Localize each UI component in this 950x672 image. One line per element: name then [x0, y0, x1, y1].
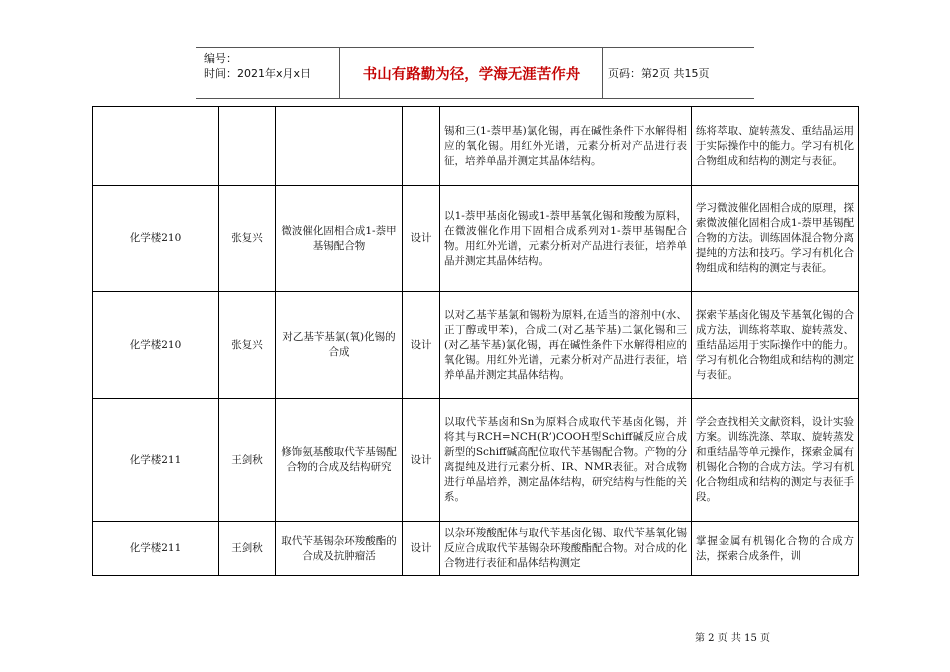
cell-description: 以1-萘甲基卤化锡或1-萘甲基氧化锡和羧酸为原料，在微波催化作用下固相合成系列对1-萘甲基锡配合物。用红外光谱，元素分析对产品进行表征，培养单晶并测定其晶体结构。	[440, 186, 692, 292]
cell-type: 设计	[403, 522, 440, 576]
header-motto: 书山有路勤为径，学海无涯苦作舟	[362, 66, 581, 83]
table-row	[93, 292, 859, 399]
cell-teacher	[219, 107, 276, 186]
table-row	[93, 107, 859, 186]
cell-description: 锡和三(1-萘甲基)氯化锡，再在碱性条件下水解得相应的氧化锡。用红外光谱，元素分析对产品进行表征，培养单晶并测定其晶体结构。	[440, 107, 692, 186]
header-divider	[602, 48, 603, 98]
cell-teacher: 张复兴	[219, 186, 276, 292]
cell-description: 以杂环羧酸配体与取代苄基卤化锡、取代苄基氧化锡反应合成取代苄基锡杂环羧酸酯配合物。对合成的化合物进行表征和晶体结构测定	[440, 522, 692, 576]
table-row	[93, 522, 859, 576]
cell-type: 设计	[403, 292, 440, 399]
page-number-label: 页码：第2页 共15页	[608, 67, 710, 80]
cell-type: 设计	[403, 399, 440, 522]
cell-objective: 掌握金属有机锡化合物的合成方法，探索合成条件，训	[692, 522, 859, 576]
cell-title: 微波催化固相合成1-萘甲基锡配合物	[276, 186, 403, 292]
cell-title	[276, 107, 403, 186]
cell-objective: 学会查找相关文献资料，设计实验方案。训练洗涤、萃取、旋转蒸发和重结晶等单元操作，探索金属有机锡化合物的合成方法。学习有机化合物组成和结构的测定与表征手段。	[692, 399, 859, 522]
experiment-table	[92, 106, 859, 576]
cell-title: 取代苄基锡杂环羧酸酯的合成及抗肿瘤活	[276, 522, 403, 576]
cell-description: 以对乙基苄基氯和锡粉为原料,在适当的溶剂中(水、正丁醇或甲苯)，合成二(对乙基苄基)二氯化锡和三(对乙基苄基)氯化锡，再在碱性条件下水解得相应的氧化锡。用红外光谱，元素分析对产品进行表征，培养单晶并测定其晶体结构。	[440, 292, 692, 399]
cell-location	[93, 107, 219, 186]
page-header	[196, 47, 754, 99]
header-meta	[204, 51, 339, 81]
cell-teacher: 王剑秋	[219, 522, 276, 576]
cell-teacher: 王剑秋	[219, 399, 276, 522]
page-footer: 第 2 页 共 15 页	[695, 633, 770, 644]
cell-objective: 学习微波催化固相合成的原理，探索微波催化固相合成1-萘甲基锡配合物的方法。训练固体混合物分离提纯的方法和技巧。学习有机化合物组成和结构的测定与表征。	[692, 186, 859, 292]
cell-location: 化学楼210	[93, 186, 219, 292]
cell-objective: 探索苄基卤化锡及苄基氧化锡的合成方法，训练将萃取、旋转蒸发、重结晶运用于实际操作中的能力。学习有机化合物组成和结构的测定与表征。	[692, 292, 859, 399]
cell-objective: 练将萃取、旋转蒸发、重结晶运用于实际操作中的能力。学习有机化合物组成和结构的测定与表征。	[692, 107, 859, 186]
cell-title: 对乙基苄基氯(氧)化锡的合成	[276, 292, 403, 399]
table-row	[93, 186, 859, 292]
number-label: 编号：	[204, 52, 237, 65]
cell-description: 以取代苄基卤和Sn为原料合成取代苄基卤化锡，并将其与RCH=NCH(R’)COOH型Schiff碱反应合成新型的Schiff碱高配位取代苄基锡配合物。产物的分离提纯及进行元素分析、IR、NMR表征。对合成物进行单晶培养，测定晶体结构，研究结构与性能的关系。	[440, 399, 692, 522]
cell-location: 化学楼210	[93, 292, 219, 399]
time-label: 时间：2021年x月x日	[204, 67, 312, 80]
cell-location: 化学楼211	[93, 522, 219, 576]
cell-location: 化学楼211	[93, 399, 219, 522]
cell-type	[403, 107, 440, 186]
table-row	[93, 399, 859, 522]
cell-teacher: 张复兴	[219, 292, 276, 399]
cell-type: 设计	[403, 186, 440, 292]
header-divider	[339, 48, 340, 98]
cell-title: 修饰氨基酸取代苄基锡配合物的合成及结构研究	[276, 399, 403, 522]
